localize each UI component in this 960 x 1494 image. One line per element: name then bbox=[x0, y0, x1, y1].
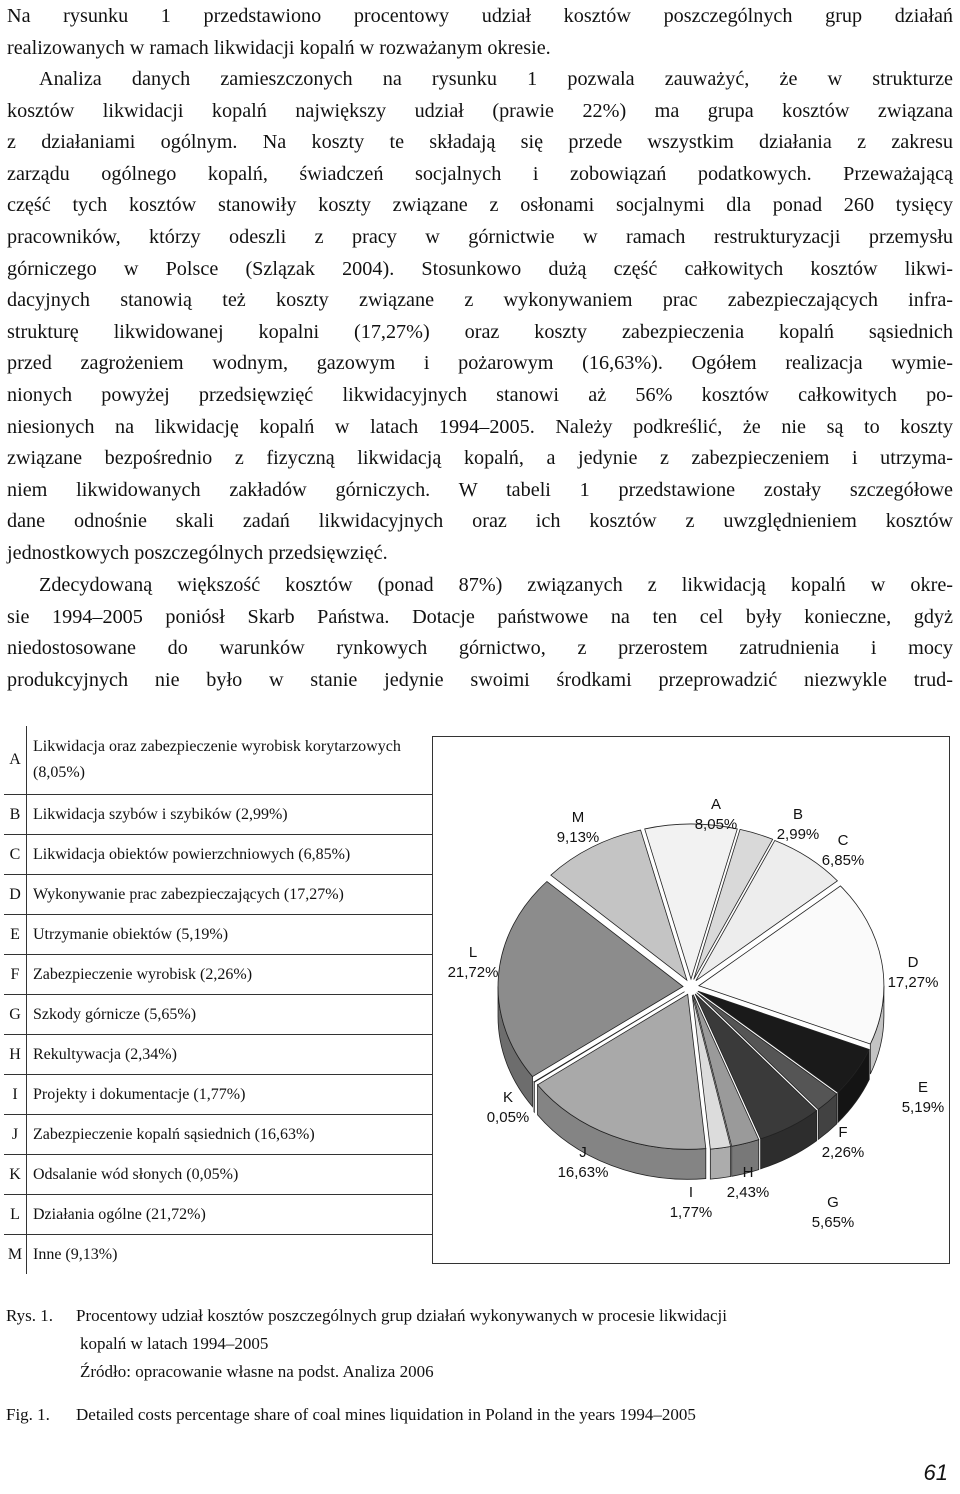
legend-text: Likwidacja oraz zabezpieczenie wyrobisk korytarzowych (8,05%) bbox=[27, 726, 433, 795]
text-line: strukturę likwidowanej kopalni (17,27%) oraz koszty zabezpieczenia kopalń sąsiednich bbox=[7, 320, 953, 343]
caption-rys-label: Rys. 1. bbox=[6, 1306, 54, 1325]
legend-row bbox=[4, 835, 432, 875]
pie-label-E: E bbox=[917, 1079, 929, 1096]
pie-label-M: M bbox=[571, 809, 585, 826]
pie-value-J: 16,63% bbox=[557, 1164, 609, 1181]
text-line: przed zagrożeniem wodnym, gazowym i pożarowym (16,63%). Ogółem realizacja wymie- bbox=[7, 352, 953, 375]
pie-value-G: 5,65% bbox=[811, 1214, 855, 1231]
legend-text: Likwidacja szybów i szybików (2,99%) bbox=[27, 795, 433, 835]
pie-value-E: 5,19% bbox=[901, 1099, 945, 1116]
legend-key: M bbox=[4, 1235, 27, 1275]
legend-row bbox=[4, 1235, 432, 1275]
text-line: zarządu ogólnego kopalń, świadczeń socjalnych i zobowiązań podatkowych. Przeważającą bbox=[7, 162, 953, 185]
legend-text: Projekty i dokumentacje (1,77%) bbox=[27, 1075, 433, 1115]
legend-key: C bbox=[4, 835, 27, 875]
text-line: związane bezpośrednio z fizyczną likwidacją kopalń, a jedynie z zabezpieczeniem i utrzyma- bbox=[7, 447, 953, 470]
text-line: Na rysunku 1 przedstawiono procentowy udział kosztów poszczególnych grup działań bbox=[7, 5, 953, 27]
pie-label-C: C bbox=[837, 832, 849, 849]
legend-row bbox=[4, 1035, 432, 1075]
pie-value-D: 17,27% bbox=[887, 974, 939, 991]
legend-row bbox=[4, 915, 432, 955]
pie-label-G: G bbox=[827, 1194, 839, 1211]
pie-label-D: D bbox=[907, 954, 919, 971]
caption-rys-line1: Procentowy udział kosztów poszczególnych grup działań wykonywanych w procesie likwidacji bbox=[76, 1306, 728, 1325]
pie-value-F: 2,26% bbox=[821, 1144, 865, 1161]
paragraph-3 bbox=[7, 570, 953, 696]
caption-rys bbox=[6, 1302, 946, 1386]
legend-row bbox=[4, 955, 432, 995]
legend-row bbox=[4, 795, 432, 835]
pie-chart-frame bbox=[432, 736, 950, 1264]
pie-label-I: I bbox=[688, 1184, 694, 1201]
caption-rys-line2: kopalń w latach 1994–2005 bbox=[80, 1334, 269, 1353]
text-line: kosztów likwidacji kopalń największy udział (prawie 22%) ma grupa kosztów związana bbox=[7, 99, 953, 122]
pie-label-B: B bbox=[792, 806, 804, 823]
text-line: dacyjnych stanowią też koszty związane z wykonywaniem prac zabezpieczających infra- bbox=[7, 289, 953, 312]
legend-key: A bbox=[4, 726, 27, 795]
text-line: pracowników, którzy odeszli z pracy w górnictwie w ramach restrukturyzacji przemysłu bbox=[7, 225, 953, 248]
legend-key: B bbox=[4, 795, 27, 835]
paragraph-2 bbox=[7, 64, 953, 570]
legend-key: K bbox=[4, 1155, 27, 1195]
pie-label-A: A bbox=[710, 796, 722, 813]
legend-text: Działania ogólne (21,72%) bbox=[27, 1195, 433, 1235]
paragraph-1 bbox=[7, 1, 953, 64]
legend-row bbox=[4, 1195, 432, 1235]
legend-text: Utrzymanie obiektów (5,19%) bbox=[27, 915, 433, 955]
legend-row bbox=[4, 1075, 432, 1115]
text-line: nionych powyżej przedsięwzięć likwidacyjnych stanowi aż 56% kosztów całkowitych po- bbox=[7, 383, 953, 406]
legend-text: Zabezpieczenie kopalń sąsiednich (16,63%) bbox=[27, 1115, 433, 1155]
caption-source: Źródło: opracowanie własne na podst. Analiza 2006 bbox=[80, 1362, 434, 1381]
pie-chart bbox=[433, 737, 949, 1263]
legend-text: Odsalanie wód słonych (0,05%) bbox=[27, 1155, 433, 1195]
text-line: niem likwidowanych zakładów górniczych. W tabeli 1 przedstawione zostały szczegółowe bbox=[7, 478, 953, 501]
pie-value-I: 1,77% bbox=[669, 1204, 713, 1221]
pie-value-M: 9,13% bbox=[556, 829, 600, 846]
legend-key: H bbox=[4, 1035, 27, 1075]
pie-value-K: 0,05% bbox=[486, 1109, 530, 1126]
legend-text: Szkody górnicze (5,65%) bbox=[27, 995, 433, 1035]
pie-label-L: L bbox=[468, 944, 478, 961]
text-line: Analiza danych zamieszczonych na rysunku 1 pozwala zauważyć, że w strukturze bbox=[39, 68, 953, 90]
text-line: niesionych na likwidację kopalń w latach 1994–2005. Należy podkreślić, że nie są to koszty bbox=[7, 415, 953, 438]
text-line: górniczego w Polsce (Szlązak 2004). Stosunkowo dużą część całkowitych kosztów likwi- bbox=[7, 257, 953, 280]
legend-key: D bbox=[4, 875, 27, 915]
pie-label-J: J bbox=[579, 1144, 587, 1161]
pie-value-A: 8,05% bbox=[694, 816, 738, 833]
pie-label-F: F bbox=[838, 1124, 848, 1141]
legend-key: G bbox=[4, 995, 27, 1035]
legend-row bbox=[4, 1155, 432, 1195]
caption-fig-label: Fig. 1. bbox=[6, 1405, 50, 1424]
legend-key: L bbox=[4, 1195, 27, 1235]
text-line: niedostosowane do warunków rynkowych górnictwo, z przerostem zatrudnienia i mocy bbox=[7, 637, 953, 660]
pie-label-K: K bbox=[502, 1089, 514, 1106]
pie-value-H: 2,43% bbox=[726, 1184, 770, 1201]
legend-row bbox=[4, 875, 432, 915]
legend-key: I bbox=[4, 1075, 27, 1115]
legend-row bbox=[4, 726, 432, 795]
legend-key: J bbox=[4, 1115, 27, 1155]
page-number: 61 bbox=[923, 1460, 948, 1485]
legend-text: Wykonywanie prac zabezpieczających (17,27%) bbox=[27, 875, 433, 915]
pie-value-C: 6,85% bbox=[821, 852, 865, 869]
text-line: część tych kosztów stanowiły koszty związane z osłonami socjalnymi dla ponad 260 tysięcy bbox=[7, 194, 953, 217]
legend-key: E bbox=[4, 915, 27, 955]
text-line: z działaniami ogólnym. Na koszty te składają się przede wszystkim działania z zakresu bbox=[7, 131, 953, 154]
text-line: produkcyjnych nie było w stanie jedynie swoimi środkami przeprowadzić niezwykle trud- bbox=[7, 668, 953, 691]
pie-label-H: H bbox=[742, 1164, 754, 1181]
text-line: realizowanych w ramach likwidacji kopalń w rozważanym okresie. bbox=[7, 36, 551, 59]
pie-slice-side-I bbox=[710, 1147, 730, 1180]
text-line: dane odnośnie skali zadań likwidacyjnych oraz ich kosztów z uwzględnieniem kosztów bbox=[7, 510, 953, 533]
legend-row bbox=[4, 1115, 432, 1155]
text-line: Zdecydowaną większość kosztów (ponad 87%) związanych z likwidacją kopalń w okre- bbox=[39, 574, 953, 596]
legend-table bbox=[4, 726, 432, 1274]
pie-value-B: 2,99% bbox=[776, 826, 820, 843]
legend-text: Inne (9,13%) bbox=[33, 1245, 118, 1263]
text-line: sie 1994–2005 poniósł Skarb Państwa. Dotacje państwowe na ten cel były konieczne, gdyż bbox=[7, 605, 953, 628]
text-line: jednostkowych poszczególnych przedsięwzięć. bbox=[7, 541, 388, 564]
caption-fig bbox=[6, 1401, 946, 1429]
legend-text: Likwidacja obiektów powierzchniowych (6,85%) bbox=[27, 835, 433, 875]
legend-text: Zabezpieczenie wyrobisk (2,26%) bbox=[27, 955, 433, 995]
legend-row bbox=[4, 995, 432, 1035]
legend-key: F bbox=[4, 955, 27, 995]
caption-fig-line: Detailed costs percentage share of coal mines liquidation in Poland in the years 1994–2005 bbox=[76, 1405, 696, 1424]
legend-text: Rekultywacja (2,34%) bbox=[27, 1035, 433, 1075]
pie-value-L: 21,72% bbox=[447, 964, 499, 981]
